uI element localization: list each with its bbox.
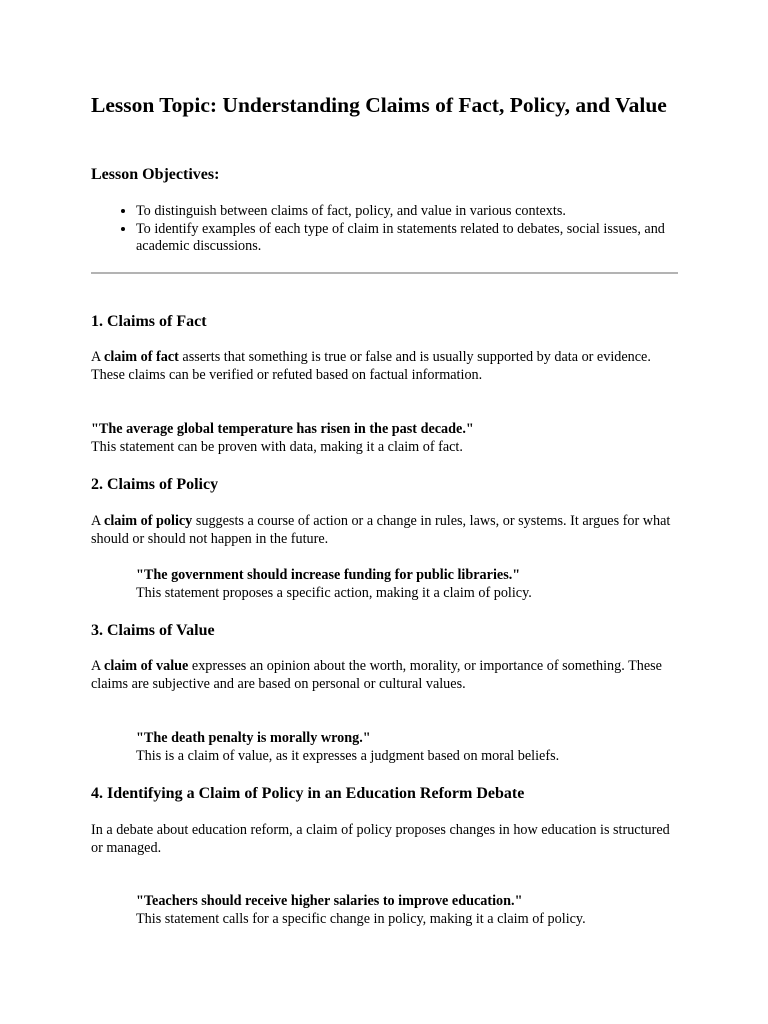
example-quote: "The death penalty is morally wrong." (136, 730, 371, 746)
objective-item: • To distinguish between claims of fact, policy, and value in various contexts. (136, 203, 681, 221)
intro-term: claim of policy (104, 513, 193, 529)
example-note: This statement can be proven with data, making it a claim of fact. (91, 438, 463, 455)
example-fact (91, 421, 681, 456)
intro-rest: expresses an opinion about the worth, morality, or importance of something. These claims are subjective and are based on personal or cultural values. (91, 658, 662, 692)
example-quote: "The average global temperature has risen in the past decade." (91, 421, 474, 437)
intro-prefix: A (91, 658, 105, 674)
intro-rest: suggests a course of action or a change in rules, laws, or systems. It argues for what should or should not happen in the future. (91, 513, 671, 547)
section-divider (91, 272, 678, 274)
objective-item: • To identify examples of each type of claim in statements related to debates, social issues, and academic discussions. (136, 221, 681, 256)
section-intro-education: In a debate about education reform, a claim of policy proposes changes in how education is structured or managed. (91, 822, 670, 856)
lesson-title: Lesson Topic: Understanding Claims of Fact, Policy, and Value (91, 93, 667, 117)
example-note: This statement proposes a specific action, making it a claim of policy. (136, 584, 532, 601)
example-quote: "Teachers should receive higher salaries to improve education." (136, 893, 523, 909)
section-intro-value (91, 658, 681, 693)
objectives-heading: Lesson Objectives: (91, 166, 220, 183)
intro-term: claim of value (104, 658, 189, 674)
section-heading-fact: 1. Claims of Fact (91, 313, 207, 330)
section-heading-policy: 2. Claims of Policy (91, 476, 219, 493)
example-education (136, 893, 681, 928)
example-note: This statement calls for a specific change in policy, making it a claim of policy. (136, 910, 586, 927)
section-intro-policy (91, 513, 681, 548)
intro-prefix: A (91, 349, 105, 365)
intro-term: claim of fact (104, 349, 179, 365)
objectives-list (91, 203, 681, 256)
intro-prefix: A (91, 513, 105, 529)
section-intro-fact (91, 349, 681, 384)
example-value (136, 730, 681, 765)
example-policy (136, 567, 681, 602)
example-note: This is a claim of value, as it expresses a judgment based on moral beliefs. (136, 747, 560, 764)
section-heading-value: 3. Claims of Value (91, 622, 215, 639)
example-quote: "The government should increase funding for public libraries." (136, 567, 521, 583)
section-heading-education: 4. Identifying a Claim of Policy in an Education Reform Debate (91, 785, 525, 802)
intro-rest: asserts that something is true or false and is usually supported by data or evidence. These claims can be verified or refuted based on factual information. (91, 349, 651, 383)
